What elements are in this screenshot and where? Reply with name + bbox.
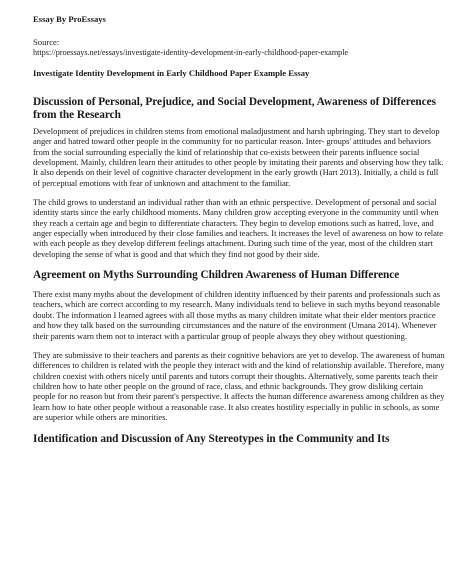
- paragraph: There exist many myths about the development of children identity influenced by their parents and professionals such as teachers, which are correct according to my research. Many individuals tend to believe in such myths beyond reasonable doubt. The information I learned agrees with all those myths as many children imitate what their elder mentors practice and how they talk based on the surrounding circumstances and the nature of the environment (Umana 2014). Whenever their parents warn them not to interact with a particular group of people always they obey without questioning.: [33, 289, 440, 341]
- site-brand: Essay By ProEssays: [33, 14, 106, 24]
- section-heading: Agreement on Myths Surrounding Children Awareness of Human Difference: [33, 269, 400, 282]
- source-url[interactable]: https://proessays.net/essays/investigate-identity-development-in-early-childhood-paper-example: [33, 47, 349, 57]
- source-label: Source:: [33, 37, 60, 47]
- paragraph: They are submissive to their teachers and parents as their cognitive behaviors are yet to develop. The awareness of human differences to children is related with the people they interact with and the kind of relationship available. Therefore, many children coexist with others nicely until parents and tutors corrupt their thoughts. Alternatively, some parents teach their children how to hate other people on the ground of race, class, and ethnic backgrounds. They grow disliking certain people for no reason but from their parent's perspective. It affects the human difference awareness among children as they learn how to hate other people without a reasonable case. It also creates hostility especially in public in schools, as some are superior while others are minorities.: [33, 349, 445, 422]
- section-heading: Identification and Discussion of Any Stereotypes in the Community and Its: [33, 433, 390, 446]
- document-title: Investigate Identity Development in Early Childhood Paper Example Essay: [33, 68, 310, 78]
- section-heading: Discussion of Personal, Prejudice, and Social Development, Awareness of Differences from the Research: [33, 96, 436, 121]
- paragraph: The child grows to understand an individual rather than with an ethnic perspective. Development of personal and social identity starts since the early childhood moments. Many children grow accepting everyone in the community until when they reach a certain age and begin to differentiate characters. They begin to develop emotions such as hatred, love, and anger especially when introduced by their close families and teachers. It increases the level of awareness on how to relate with each people as they develop different feelings attachment. During such time of the year, most of the children start developing the sense of what is good and that which they find not good by their side.: [33, 197, 443, 259]
- paragraph: Development of prejudices in children stems from emotional maladjustment and harsh upbringing. They start to develop anger and hatred toward other people in the community for no particular reason. Inter- groups' attitudes and behaviors from the social surrounding especially the kind of relationship that co-exists between their parents influence social development. Mainly, children learn their attitudes to other people by imitating their parents and observing how they talk. It also depends on their level of cognitive character development in the early growth (Hart 2013). Initially, a child is full of perceptual emotions with fear of unknown and attachment to the familiar.: [33, 126, 444, 188]
